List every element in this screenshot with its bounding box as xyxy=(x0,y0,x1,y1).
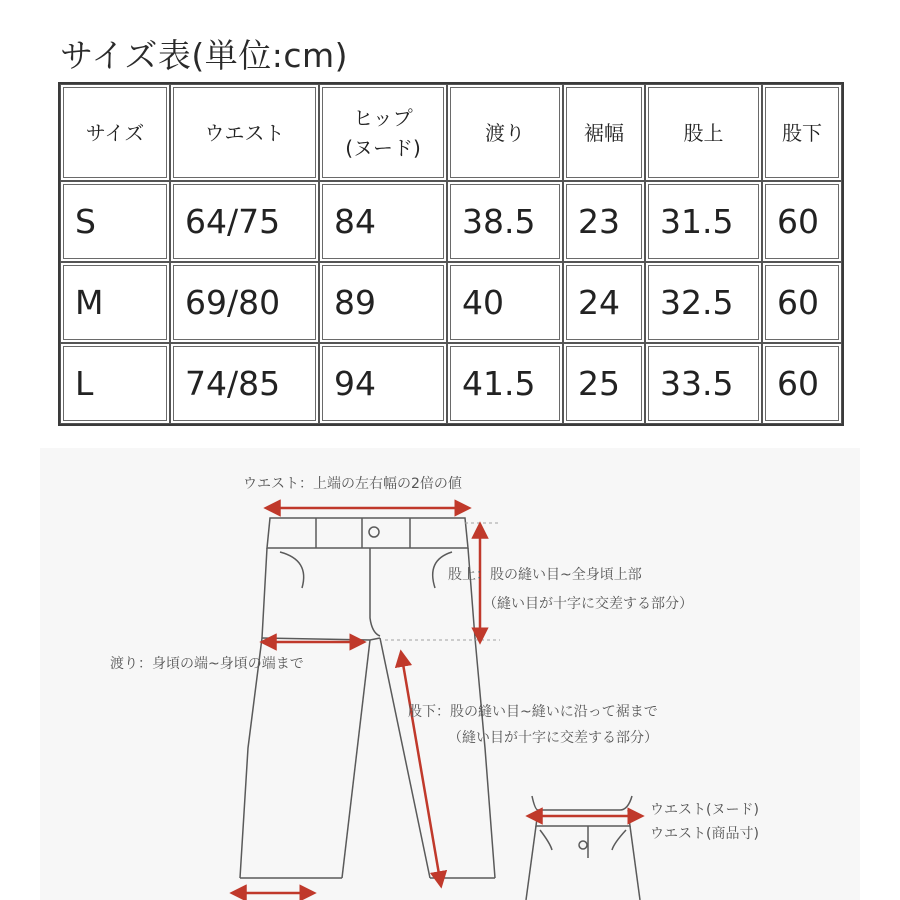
cell-hem-width: 23 xyxy=(563,181,645,262)
cell-size: S xyxy=(60,181,170,262)
measurement-diagram xyxy=(40,448,860,900)
cell-size: L xyxy=(60,343,170,424)
header-hip xyxy=(319,84,447,181)
header-sublabel: (ヌード) xyxy=(345,135,421,160)
header-label: 股下 xyxy=(782,120,822,145)
cell-hem-width: 24 xyxy=(563,262,645,343)
waist-product-label: ウエスト(商品寸) xyxy=(650,826,759,842)
table-header-row xyxy=(60,84,842,181)
cell-hip: 89 xyxy=(319,262,447,343)
header-thigh xyxy=(447,84,563,181)
header-label: 股上 xyxy=(683,120,724,145)
cell-waist: 74/85 xyxy=(170,343,319,424)
waist-detail-illustration xyxy=(526,796,640,900)
rise-label: 股上：股の縫い目~全身頃上部 xyxy=(448,567,642,583)
cell-size: M xyxy=(60,262,170,343)
table-row xyxy=(60,262,842,343)
cell-hip: 84 xyxy=(319,181,447,262)
header-hem-width xyxy=(563,84,645,181)
cell-inseam: 60 xyxy=(762,343,842,424)
rise-note: （縫い目が十字に交差する部分） xyxy=(483,596,693,612)
header-inseam xyxy=(762,84,842,181)
cell-inseam: 60 xyxy=(762,262,842,343)
header-label: ヒップ xyxy=(353,105,413,130)
cell-thigh: 38.5 xyxy=(447,181,563,262)
header-size xyxy=(60,84,170,181)
cell-rise: 32.5 xyxy=(645,262,762,343)
pants-illustration xyxy=(40,448,860,900)
header-label: ウエスト xyxy=(204,120,285,145)
cell-rise: 33.5 xyxy=(645,343,762,424)
waist-label: ウエスト：上端の左右幅の2倍の値 xyxy=(243,476,462,492)
table-row xyxy=(60,343,842,424)
cell-inseam: 60 xyxy=(762,181,842,262)
measurement-arrows xyxy=(238,508,480,893)
page-title: サイズ表(単位:cm) xyxy=(60,36,349,75)
cell-rise: 31.5 xyxy=(645,181,762,262)
inseam-label: 股下：股の縫い目~縫いに沿って裾まで xyxy=(408,704,658,720)
cell-hip: 94 xyxy=(319,343,447,424)
table-row xyxy=(60,181,842,262)
inseam-note: （縫い目が十字に交差する部分） xyxy=(448,730,658,746)
thigh-label: 渡り：身頃の端~身頃の端まで xyxy=(110,656,304,672)
header-label: 渡り xyxy=(485,120,525,145)
cell-hem-width: 25 xyxy=(563,343,645,424)
header-label: 裾幅 xyxy=(584,120,624,145)
cell-waist: 69/80 xyxy=(170,262,319,343)
waist-nude-label: ウエスト(ヌード) xyxy=(650,802,759,818)
cell-thigh: 40 xyxy=(447,262,563,343)
header-waist xyxy=(170,84,319,181)
header-rise xyxy=(645,84,762,181)
header-label: サイズ xyxy=(85,120,145,145)
cell-waist: 64/75 xyxy=(170,181,319,262)
size-table xyxy=(58,82,844,426)
cell-thigh: 41.5 xyxy=(447,343,563,424)
